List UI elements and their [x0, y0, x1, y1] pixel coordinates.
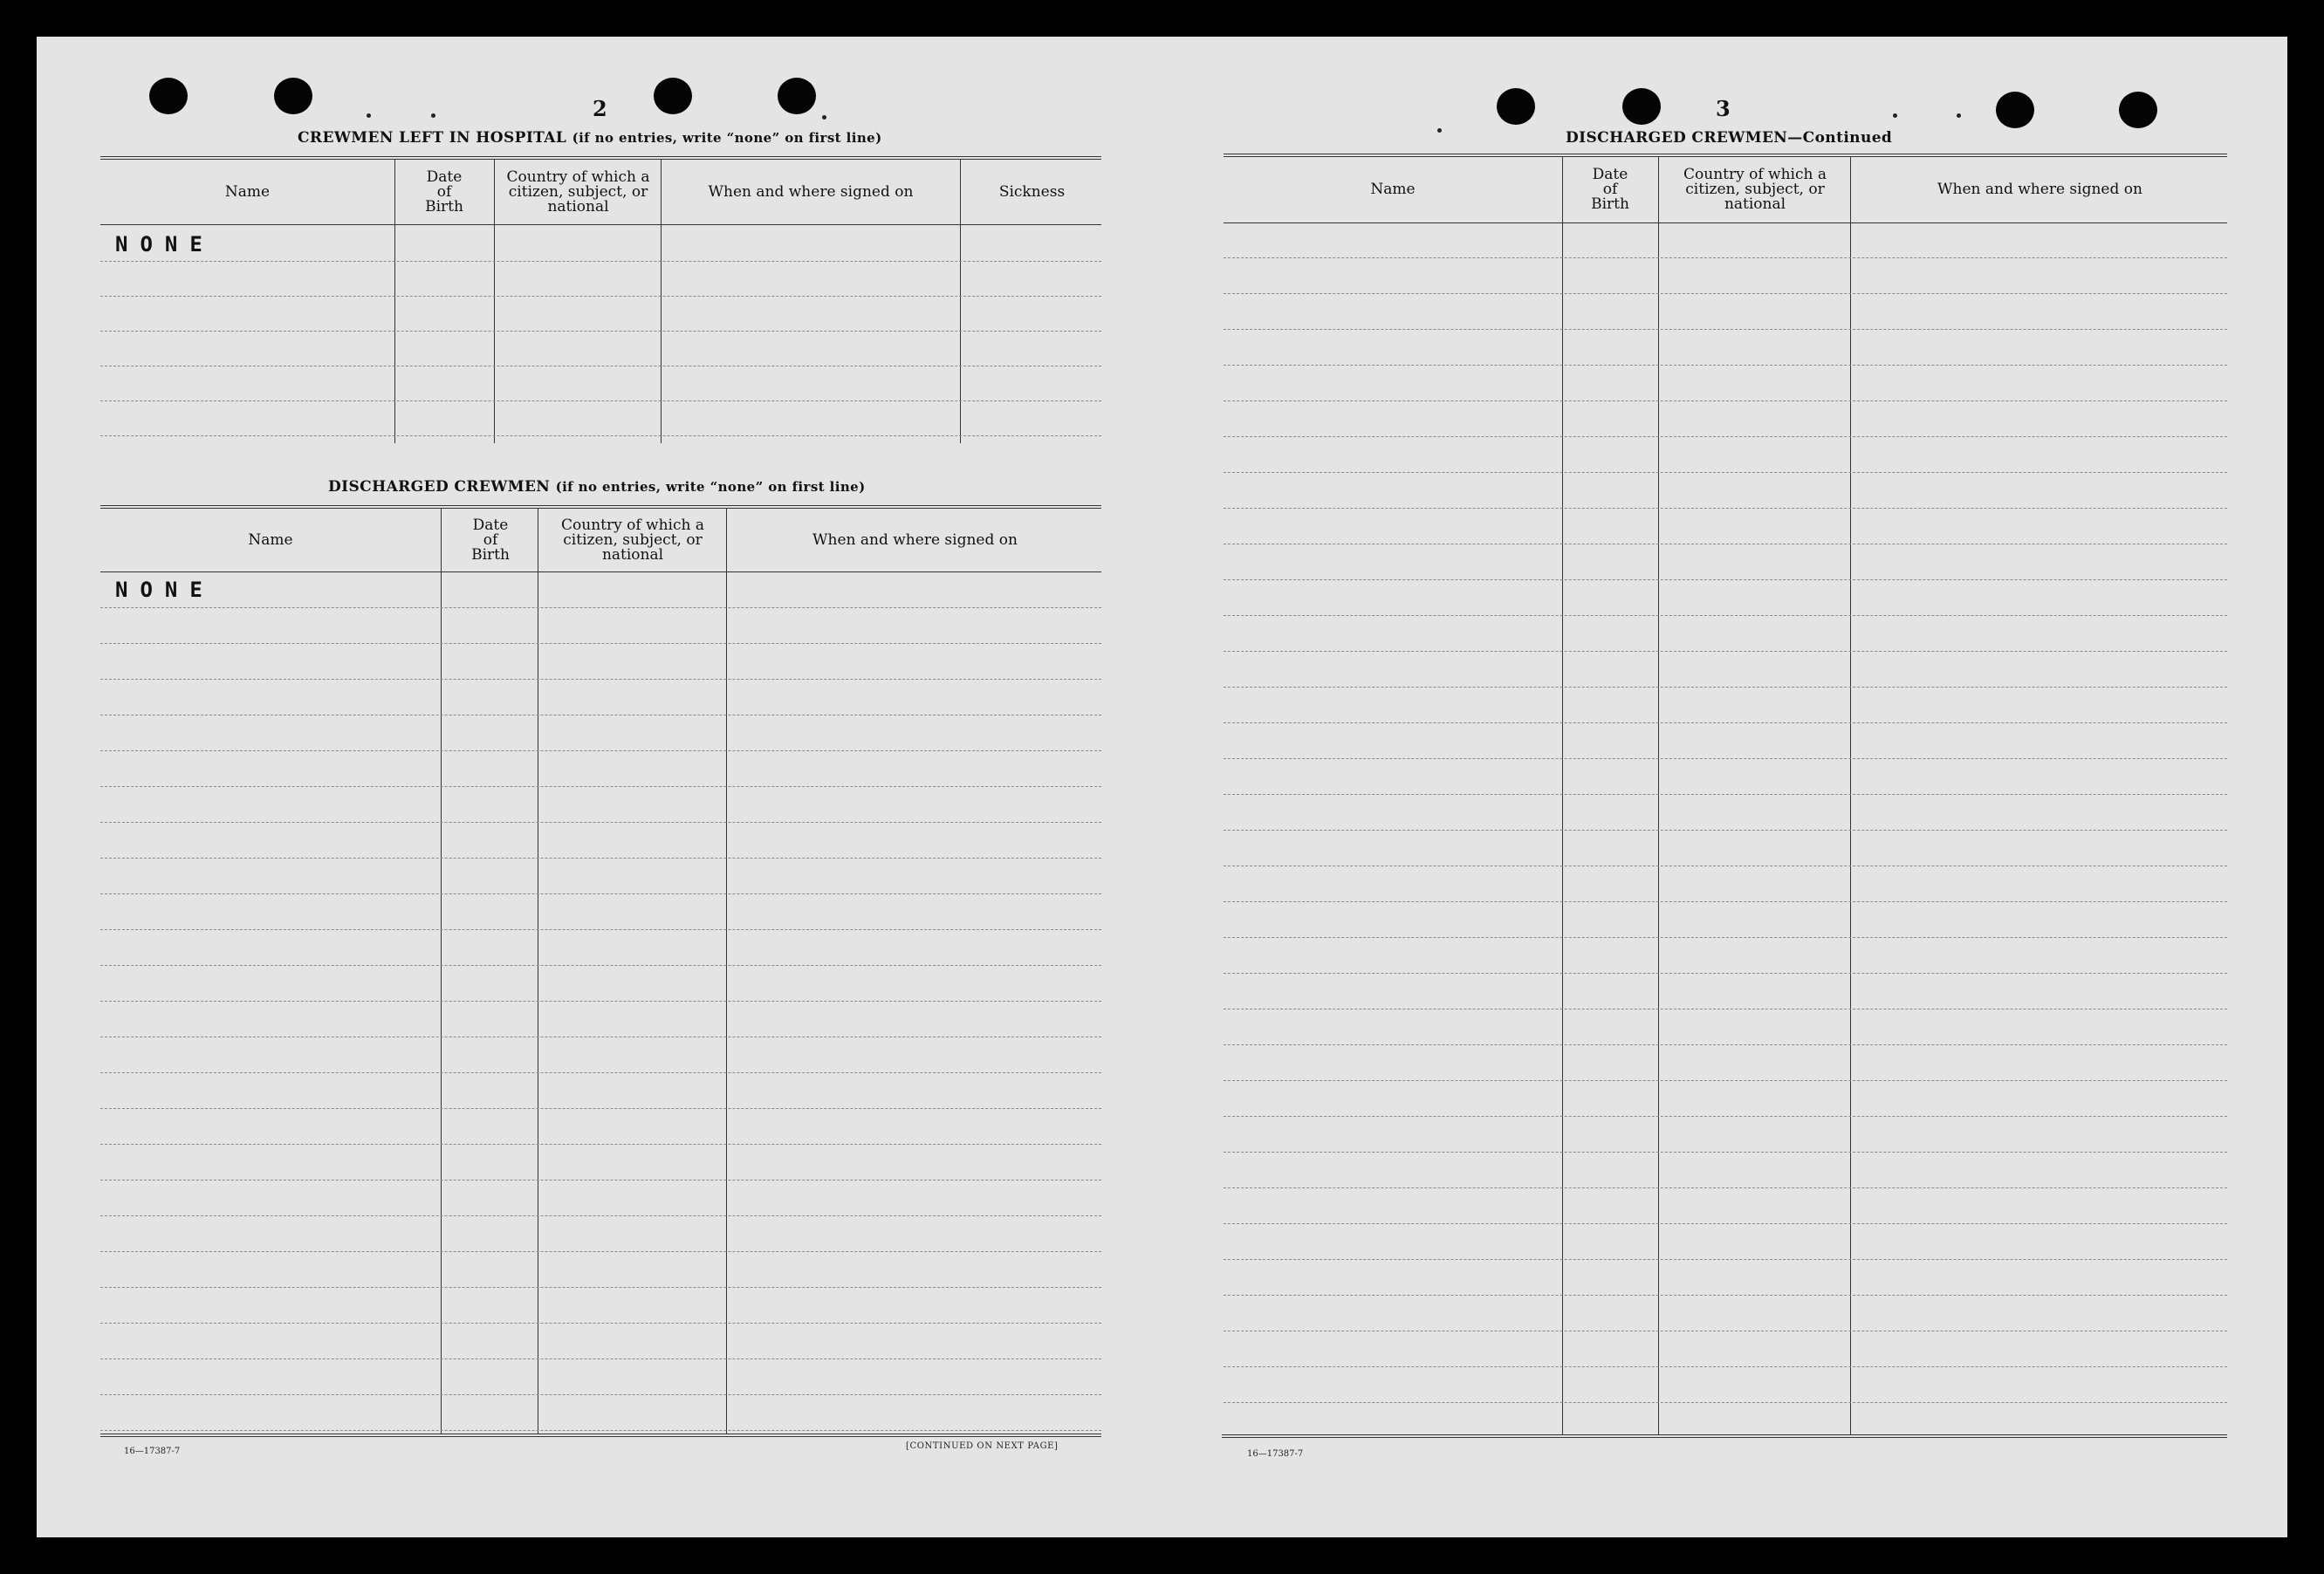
punch-hole: [654, 78, 692, 114]
discharged-header-signed-on: When and where signed on: [812, 530, 1018, 549]
page-number-right: 3: [1716, 96, 1731, 121]
punch-hole: [1996, 92, 2034, 128]
discharged-header-country: Country of which a citizen, subject, or national: [561, 516, 704, 564]
document-sheet: [37, 37, 2287, 1537]
discharged-table-left: [100, 505, 1101, 1465]
hospital-header-signed-on: When and where signed on: [708, 182, 914, 201]
left-bottom-rule: [100, 1434, 1101, 1437]
hospital-header-country: Country of which a citizen, subject, or national: [506, 168, 650, 216]
hospital-instruction: (if no entries, write “none” on first line): [572, 130, 882, 146]
page-number-left: 2: [593, 96, 607, 121]
hospital-header-dob: Date of Birth: [425, 168, 463, 216]
discharged-title-text: DISCHARGED CREWMEN: [328, 478, 551, 496]
hospital-table: [100, 156, 1101, 484]
punch-hole: [1622, 88, 1661, 125]
continued-note: [CONTINUED ON NEXT PAGE]: [906, 1441, 1059, 1451]
print-dot: [431, 113, 435, 118]
print-dot: [367, 113, 371, 118]
discharged-continued-title: DISCHARGED CREWMEN—Continued: [1566, 129, 1893, 147]
punch-hole: [149, 78, 188, 114]
discharged-instruction: (if no entries, write “none” on first line): [555, 479, 866, 495]
hospital-header-sickness: Sickness: [998, 182, 1066, 201]
discharged-table-right: [1224, 154, 2227, 1445]
right-header-country: Country of which a citizen, subject, or national: [1683, 166, 1827, 213]
print-dot: [1893, 113, 1897, 118]
form-number-left: 16—17387-7: [124, 1447, 181, 1456]
right-header-name: Name: [1370, 181, 1416, 198]
discharged-header-dob: Date of Birth: [471, 516, 510, 564]
hospital-title-text: CREWMEN LEFT IN HOSPITAL: [298, 129, 567, 147]
right-header-dob: Date of Birth: [1591, 166, 1629, 213]
discharged-entry-none: NONE: [115, 578, 215, 602]
form-number-right: 16—17387-7: [1247, 1449, 1304, 1459]
punch-hole: [1497, 88, 1535, 125]
print-dot: [1437, 128, 1442, 133]
right-bottom-rule: [1222, 1434, 2227, 1438]
print-dot: [1957, 113, 1961, 118]
right-header-signed-on: When and where signed on: [1937, 181, 2142, 198]
print-dot: [822, 115, 826, 120]
discharged-section-title: [328, 478, 866, 496]
punch-hole: [274, 78, 312, 114]
hospital-header-name: Name: [224, 182, 271, 201]
discharged-header-name: Name: [248, 530, 293, 549]
punch-hole: [2119, 92, 2157, 128]
punch-hole: [778, 78, 816, 114]
hospital-section-title: [298, 129, 882, 147]
hospital-entry-none: NONE: [115, 232, 215, 257]
